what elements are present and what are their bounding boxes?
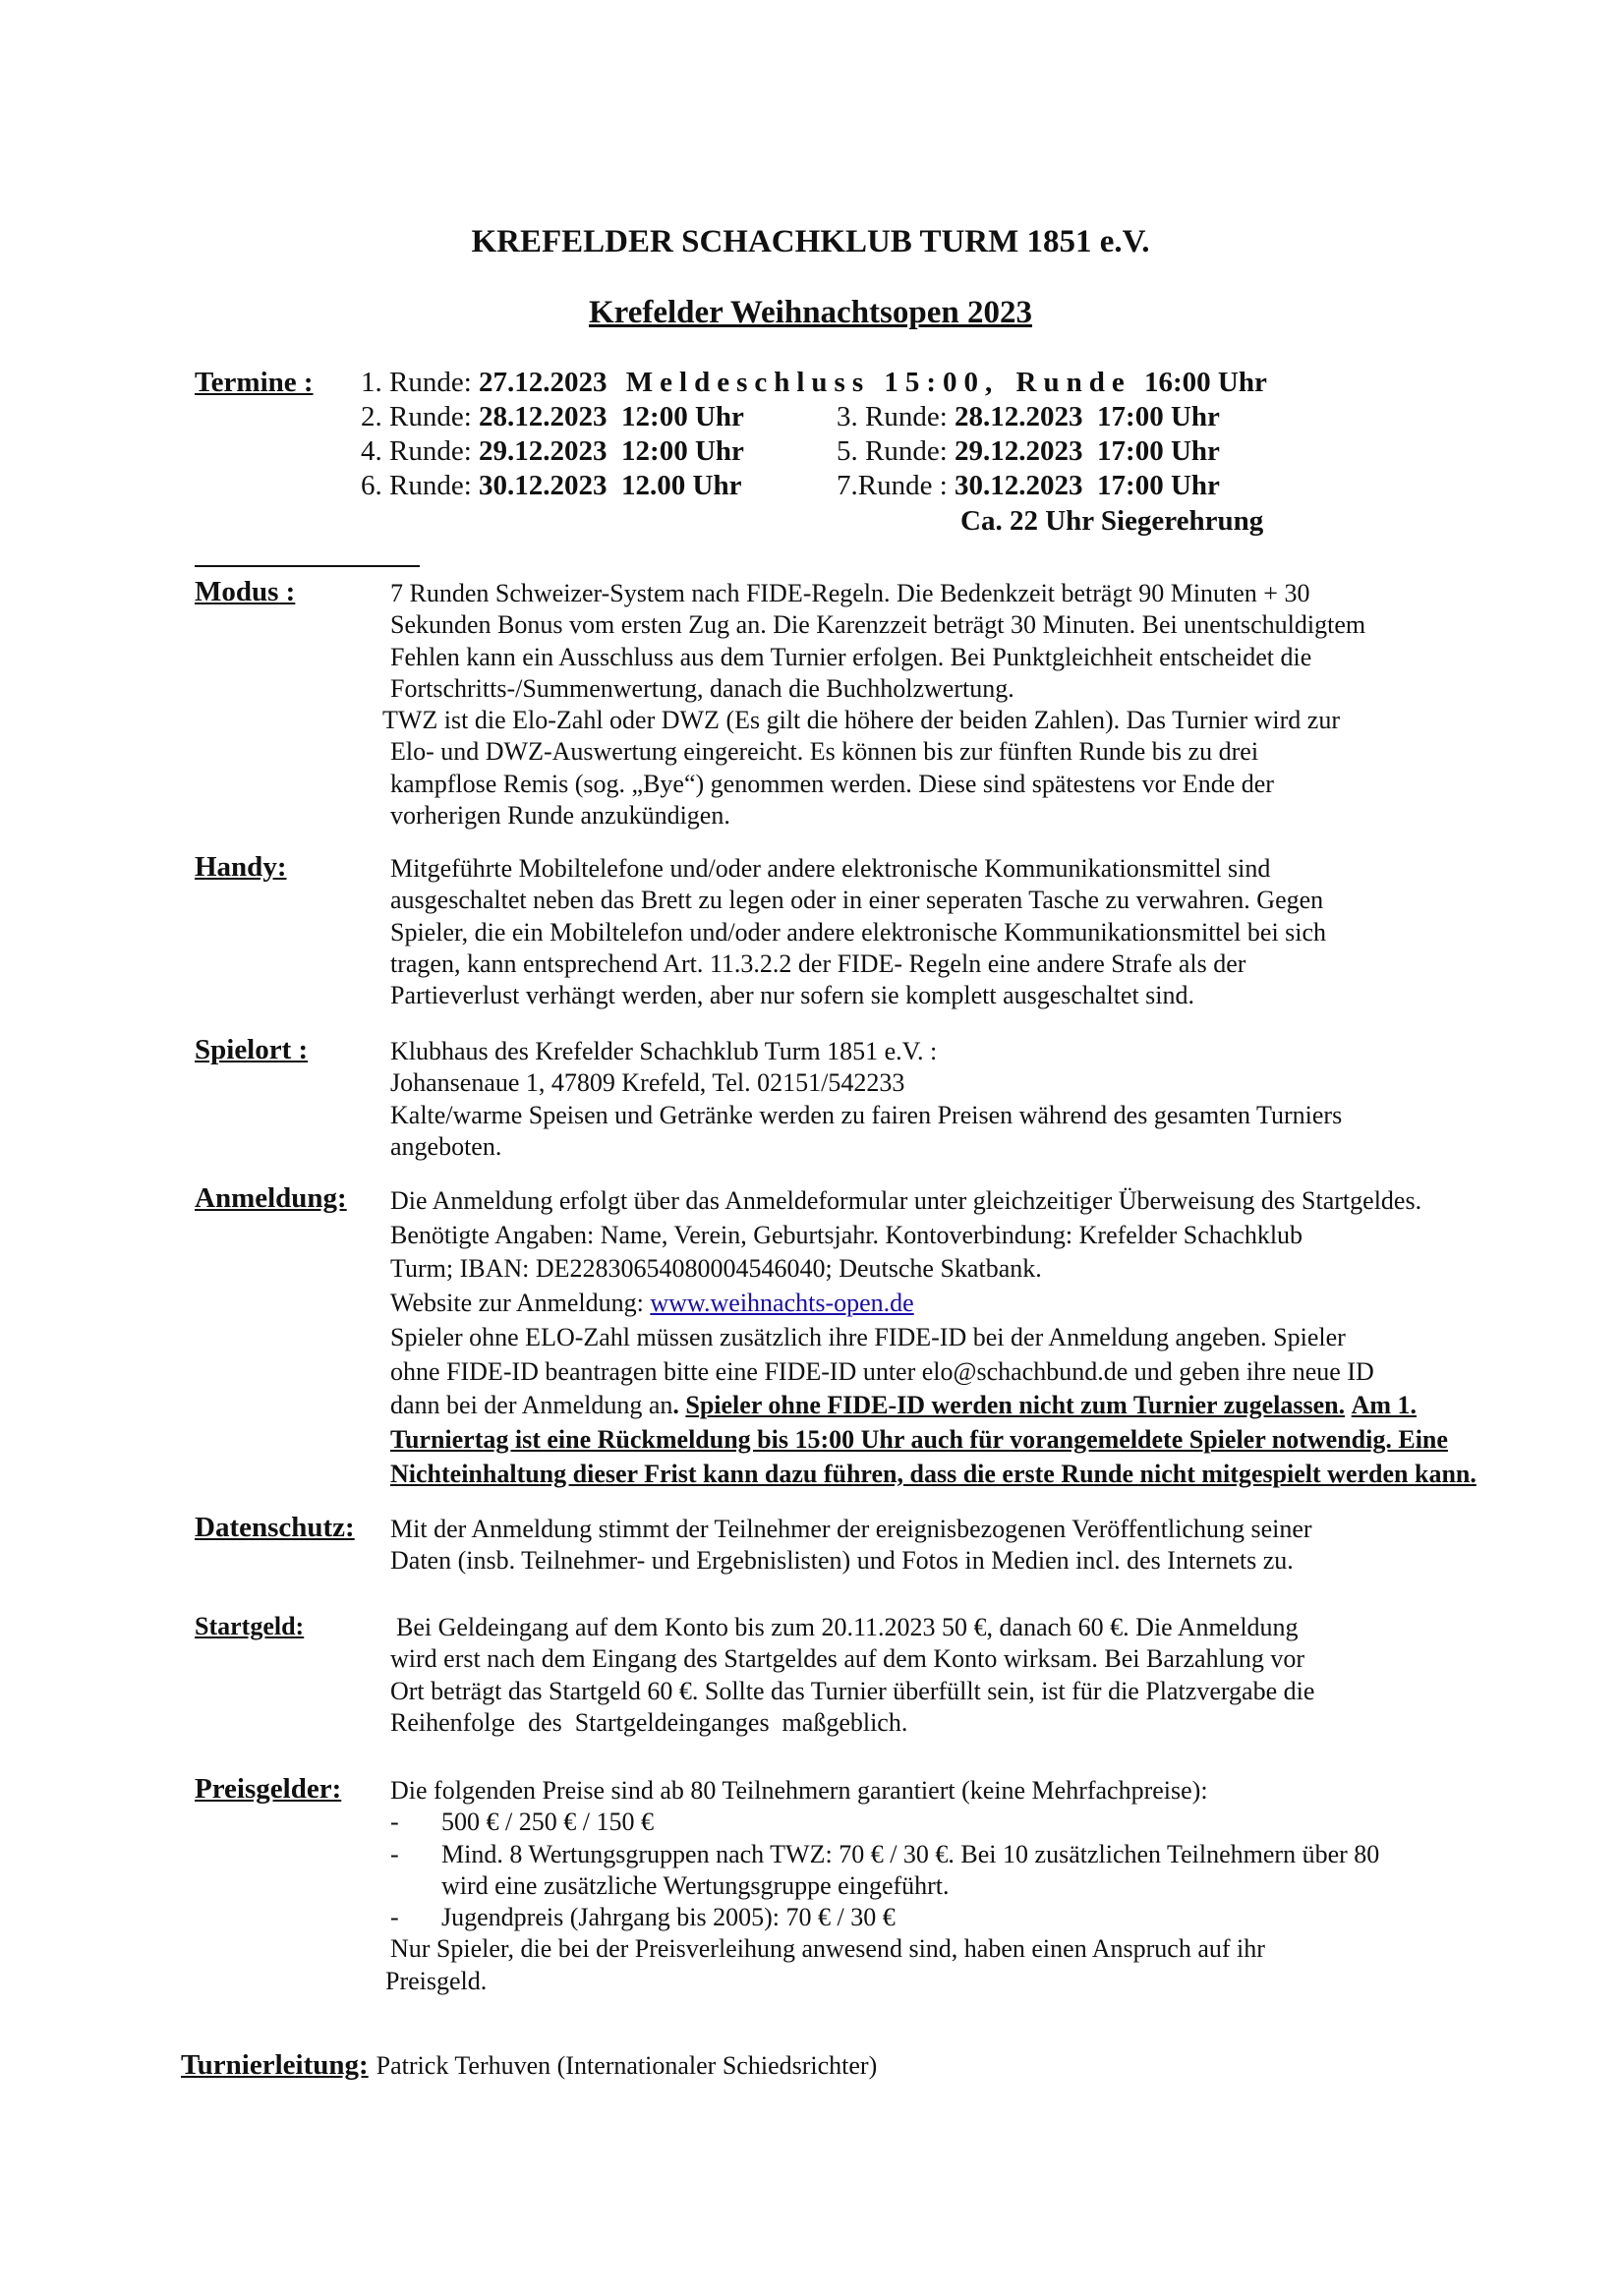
bullet-dash: - xyxy=(390,1903,399,1932)
datenschutz-line: Mit der Anmeldung stimmt der Teilnehmer der ereignisbezogenen Veröffentlichung seiner xyxy=(390,1515,1312,1543)
anmeldung-line: Die Anmeldung erfolgt über das Anmeldeformular unter gleichzeitiger Überweisung des Startgeldes. xyxy=(390,1186,1422,1215)
round-1-date: 27.12.2023 xyxy=(479,367,608,398)
round-7-prefix: 7.Runde : xyxy=(837,470,955,501)
handy-line: Spieler, die ein Mobiltelefon und/oder andere elektronische Kommunikationsmittel bei sich xyxy=(390,917,1327,947)
startgeld-line: Reihenfolge des Startgeldeinganges maßgeblich. xyxy=(390,1707,908,1737)
separator-line xyxy=(195,565,420,567)
website-link[interactable]: www.weihnachts-open.de xyxy=(650,1289,914,1318)
web-prefix: Website zur Anmeldung: xyxy=(390,1289,651,1318)
spielort-line: Kalte/warme Speisen und Getränke werden zu fairen Preisen während des gesamten Turniers xyxy=(390,1100,1343,1129)
handy-line: Partieverlust verhängt werden, aber nur sofern sie komplett ausgeschaltet sind. xyxy=(390,981,1195,1010)
turnierleitung-row xyxy=(181,2049,877,2082)
anmeldung-text xyxy=(390,1184,1476,1491)
prize-note: Nur Spieler, die bei der Preisverleihung anwesend sind, haben einen Anspruch auf ihr xyxy=(390,1934,1265,1964)
first-day-notice: Turniertag ist eine Rückmeldung bis 15:00 Uhr auch für vorangemeldete Spieler notwendig. Eine xyxy=(390,1424,1448,1454)
prize-note: Preisgeld. xyxy=(385,1966,488,1995)
round-5-date: 29.12.2023 xyxy=(955,435,1083,467)
round-3-date: 28.12.2023 xyxy=(955,401,1083,432)
round-7-time: 17:00 Uhr xyxy=(1097,470,1220,501)
datenschutz-text xyxy=(390,1514,1312,1578)
bullet-dash: - xyxy=(390,1808,399,1837)
anmeldung-line: ohne FIDE-ID beantragen bitte eine FIDE-ID unter elo@schachbund.de und geben ihre neue ID xyxy=(390,1356,1374,1386)
modus-line: 7 Runden Schweizer-System nach FIDE-Regeln. Die Bedenkzeit beträgt 90 Minuten + 30 xyxy=(390,579,1310,607)
prize-item xyxy=(390,1839,1379,1870)
preisgelder-text xyxy=(385,1775,1380,1997)
fide-id-warning: Spieler ohne FIDE-ID werden nicht zum Turnier zugelassen. xyxy=(685,1391,1346,1420)
anmeldung-l7-prefix: dann bei der Anmeldung an xyxy=(390,1391,673,1420)
first-day-notice-start: Am 1. xyxy=(1351,1391,1418,1420)
prize-item xyxy=(390,1902,1379,1933)
spielort-text xyxy=(390,1036,1342,1163)
prize-groups: Mind. 8 Wertungsgruppen nach TWZ: 70 € / 30 €. Bei 10 zusätzlichen Teilnehmern über 80 xyxy=(441,1839,1380,1868)
bullet-dash: - xyxy=(390,1839,399,1868)
anmeldung-line: Spieler ohne ELO-Zahl müssen zusätzlich ihre FIDE-ID bei der Anmeldung angeben. Spieler xyxy=(390,1322,1346,1351)
modus-line: vorherigen Runde anzukündigen. xyxy=(390,801,730,831)
round-1-prefix: 1. Runde: xyxy=(361,367,480,398)
club-title: KREFELDER SCHACHKLUB TURM 1851 e.V. xyxy=(471,224,1150,259)
modus-line: TWZ ist die Elo-Zahl oder DWZ (Es gilt die höhere der beiden Zahlen). Das Turnier wird zur xyxy=(382,706,1340,735)
startgeld-line: Bei Geldeingang auf dem Konto bis zum 20.11.2023 50 €, danach 60 €. Die Anmeldung xyxy=(396,1613,1299,1641)
anmeldung-l7-dot: . xyxy=(672,1391,679,1420)
round-4-time: 12:00 Uhr xyxy=(621,435,744,467)
round-6-time: 12.00 Uhr xyxy=(621,470,742,501)
modus-text xyxy=(382,578,1366,832)
ceremony: Ca. 22 Uhr Siegerehrung xyxy=(960,505,1264,537)
datenschutz-label: Datenschutz: xyxy=(195,1512,355,1543)
anmeldung-line: Benötigte Angaben: Name, Verein, Geburtsjahr. Kontoverbindung: Krefelder Schachklub xyxy=(390,1220,1303,1249)
handy-line: tragen, kann entsprechend Art. 11.3.2.2 der FIDE- Regeln eine andere Strafe als der xyxy=(390,948,1246,978)
spielort-line: Johansenaue 1, 47809 Krefeld, Tel. 02151/542233 xyxy=(390,1068,905,1098)
anmeldung-line xyxy=(390,1389,1476,1423)
round-4-prefix: 4. Runde: xyxy=(361,435,480,467)
turnierleitung-value: Patrick Terhuven (Internationaler Schiedsrichter) xyxy=(376,2051,878,2080)
prize-youth: Jugendpreis (Jahrgang bis 2005): 70 € / 30 € xyxy=(441,1903,896,1932)
modus-label: Modus : xyxy=(195,576,296,607)
startgeld-line: Ort beträgt das Startgeld 60 €. Sollte das Turnier überfüllt sein, ist für die Platzvergabe die xyxy=(390,1676,1315,1705)
startgeld-label: Startgeld: xyxy=(195,1612,305,1640)
anmeldung-web-line xyxy=(390,1287,1476,1321)
round-3-prefix: 3. Runde: xyxy=(837,401,955,432)
round-6-prefix: 6. Runde: xyxy=(361,470,480,501)
round-2 xyxy=(361,401,744,433)
round-6 xyxy=(361,470,741,502)
modus-line: Sekunden Bonus vom ersten Zug an. Die Karenzzeit beträgt 30 Minuten. Bei unentschuldigtem xyxy=(390,610,1366,640)
round-5-time: 17:00 Uhr xyxy=(1097,435,1220,467)
prize-item xyxy=(390,1807,1379,1838)
anmeldung-label: Anmeldung: xyxy=(195,1182,347,1214)
handy-line: Mitgeführte Mobiltelefone und/oder andere elektronische Kommunikationsmittel sind xyxy=(390,854,1271,883)
modus-line: Fortschritts-/Summenwertung, danach die Buchholzwertung. xyxy=(390,673,1014,703)
anmeldung-line: Turm; IBAN: DE22830654080004546040; Deutsche Skatbank. xyxy=(390,1254,1042,1284)
spielort-line: Klubhaus des Krefelder Schachklub Turm 1851 e.V. : xyxy=(390,1037,938,1065)
round-1 xyxy=(361,367,1267,399)
spielort-label: Spielort : xyxy=(195,1034,309,1065)
event-title: Krefelder Weihnachtsopen 2023 xyxy=(588,295,1032,330)
round-1-time: 16:00 Uhr xyxy=(1143,367,1267,398)
startgeld-line: wird erst nach dem Eingang des Startgeldes auf dem Konto wirksam. Bei Barzahlung vor xyxy=(390,1644,1304,1674)
round-2-date: 28.12.2023 xyxy=(479,401,608,432)
modus-line: Fehlen kann ein Ausschluss aus dem Turnier erfolgen. Bei Punktgleichheit entscheidet die xyxy=(390,642,1312,671)
round-3-time: 17:00 Uhr xyxy=(1097,401,1220,432)
round-4 xyxy=(361,435,744,468)
round-3 xyxy=(837,401,1220,433)
prize-main: 500 € / 250 € / 150 € xyxy=(441,1808,654,1837)
round-1-deadline: Meldeschluss 15:00, xyxy=(625,367,1000,398)
round-1-runde: Runde xyxy=(1015,367,1131,398)
round-5 xyxy=(837,435,1220,468)
preisgelder-intro: Die folgenden Preise sind ab 80 Teilnehmern garantiert (keine Mehrfachpreise): xyxy=(390,1776,1208,1805)
round-7-date: 30.12.2023 xyxy=(955,470,1083,501)
round-2-prefix: 2. Runde: xyxy=(361,401,480,432)
turnierleitung-label: Turnierleitung: xyxy=(181,2049,369,2081)
handy-label: Handy: xyxy=(195,851,287,883)
handy-text xyxy=(390,853,1326,1011)
handy-line: ausgeschaltet neben das Brett zu legen oder in einer seperaten Tasche zu verwahren. Gegen xyxy=(390,886,1324,915)
modus-line: kampflose Remis (sog. „Bye“) genommen werden. Diese sind spätestens vor Ende der xyxy=(390,769,1274,798)
round-2-time: 12:00 Uhr xyxy=(621,401,744,432)
round-6-date: 30.12.2023 xyxy=(479,470,608,501)
prize-groups-cont: wird eine zusätzliche Wertungsgruppe eingeführt. xyxy=(441,1870,950,1900)
round-4-date: 29.12.2023 xyxy=(479,435,608,467)
modus-line: Elo- und DWZ-Auswertung eingereicht. Es können bis zur fünften Runde bis zu drei xyxy=(390,737,1259,767)
startgeld-text xyxy=(390,1612,1314,1739)
round-5-prefix: 5. Runde: xyxy=(837,435,955,467)
preisgelder-label: Preisgelder: xyxy=(195,1773,342,1805)
first-day-notice-end: Nichteinhaltung dieser Frist kann dazu führen, dass die erste Runde nicht mitgespielt werden kann. xyxy=(390,1459,1476,1488)
spielort-line: angeboten. xyxy=(390,1131,502,1161)
termine-label: Termine : xyxy=(195,367,314,398)
round-7 xyxy=(837,470,1220,502)
datenschutz-line: Daten (insb. Teilnehmer- und Ergebnislisten) und Fotos in Medien incl. des Internets zu. xyxy=(390,1546,1294,1576)
